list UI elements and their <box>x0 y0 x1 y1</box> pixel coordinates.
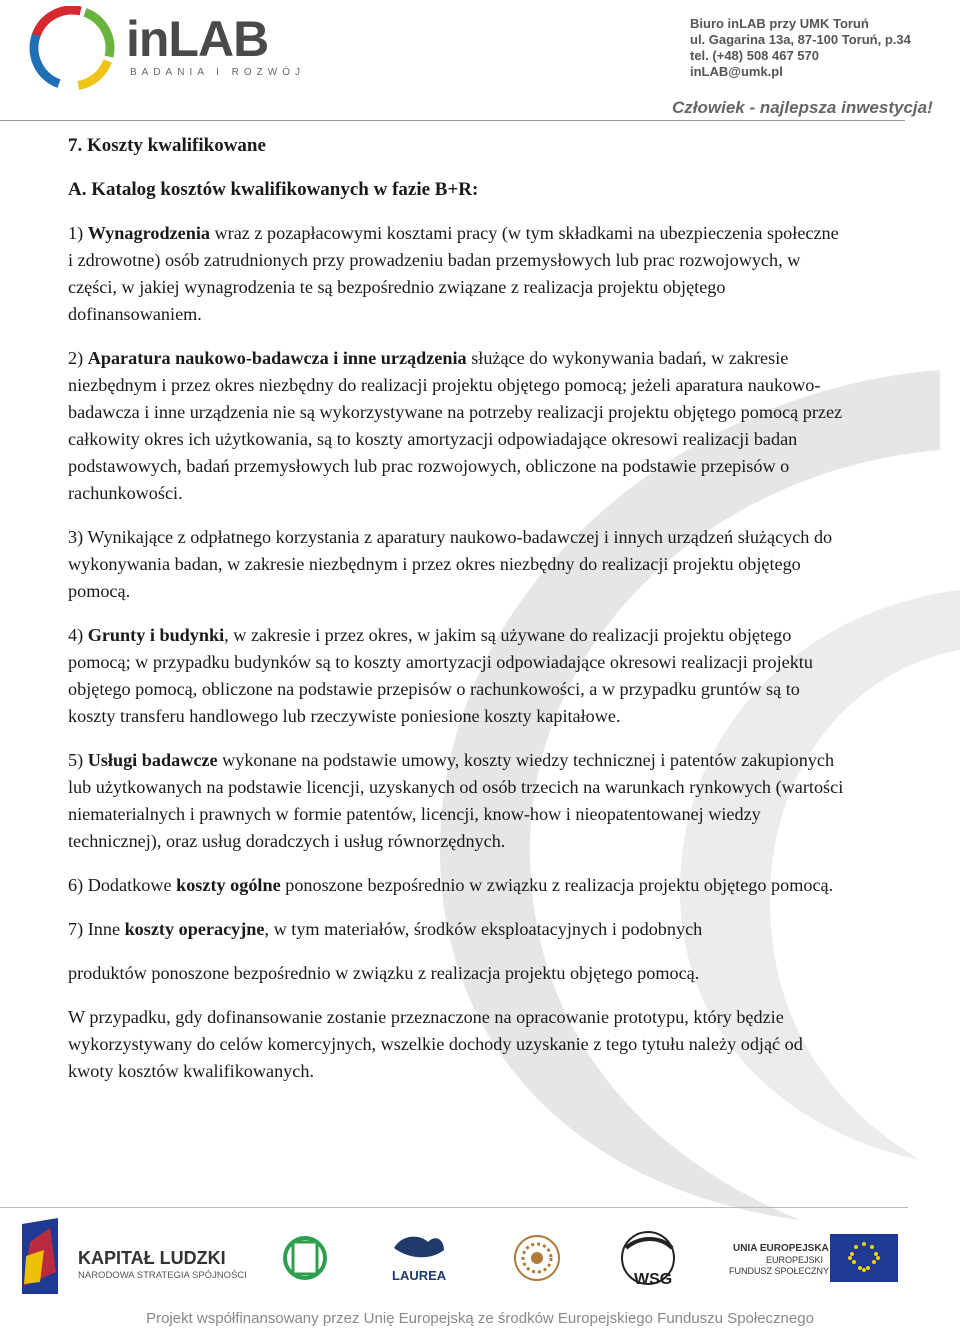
page-header <box>0 0 960 125</box>
kapital-ludzki-subtitle: NARODOWA STRATEGIA SPÓJNOŚCI <box>78 1270 247 1281</box>
eu-flag-icon <box>830 1234 898 1282</box>
eu-line-1: UNIA EUROPEJSKA <box>733 1243 829 1254</box>
section-title: 7. Koszty kwalifikowane <box>68 135 266 156</box>
wsg-label: WSG <box>634 1271 673 1288</box>
logo-wordmark: inLAB <box>126 11 269 67</box>
eu-line-3: FUNDUSZ SPOŁECZNY <box>729 1266 830 1276</box>
footer-logos <box>0 1212 960 1302</box>
cost-item-1-term: Wynagrodzenia <box>87 223 210 243</box>
contact-block <box>690 16 911 80</box>
footer-divider <box>0 1207 908 1208</box>
cost-item-3: 3) Wynikające z odpłatnego korzystania z aparatury naukowo-badawczej i innych urządzeń służących do wykonywania badan, w zakresie niezbędnym i przez okres niezbędny do realizacji projektu objętego pomocą. <box>68 527 833 601</box>
eu-logo <box>729 1234 898 1282</box>
document-body <box>68 130 848 1102</box>
cost-item-7-term: koszty operacyjne <box>124 919 265 939</box>
laurea-label: LAUREA <box>392 1268 447 1283</box>
logo-tagline: BADANIA I ROZWÓJ <box>130 67 306 78</box>
pte-emblem <box>285 1238 325 1278</box>
kapital-ludzki-logo <box>22 1218 247 1294</box>
kapital-ludzki-title: KAPITAŁ LUDZKI <box>78 1248 226 1268</box>
cost-item-4: 4) Grunty i budynki, w zakresie i przez okres, w jakim są używane do realizacji projektu objętego pomocą; w przypadku budynków są to koszty amortyzacji odpowiadające okresowi realizacji projektu objętego pomocą, obliczone na podstawie przepisów o rachunkowości, a w przypadku gruntów są to koszty transferu handlowego lub rzeczywiste poniesione koszty kapitałowe. <box>68 625 813 726</box>
cost-item-5-term: Usługi badawcze <box>87 750 218 770</box>
laurea-logo <box>392 1237 447 1283</box>
closing-paragraph: W przypadku, gdy dofinansowanie zostanie przeznaczone na opracowanie prototypu, który będzie wykorzystywany do celów komercyjnych, wszelkie dochody uzyskanie z tego tytułu należy odjąć od kwoty kosztów kwalifikowanych. <box>68 1007 803 1081</box>
eu-line-2: EUROPEJSKI <box>766 1255 824 1265</box>
cost-item-4-term: Grunty i budynki <box>87 625 225 645</box>
cost-item-2: 2) Aparatura naukowo-badawcza i inne urządzenia służące do wykonywania badań, w zakresie niezbędnym i przez okres niezbędny do realizacji projektu objętego pomocą; jeżeli aparatura naukowo-badawcza i inne urządzenia nie są wykorzystywane na potrzeby realizacji projektu objętego pomocą przez całkowity okres ich użytkowania, są to koszty amortyzacji odpowiadające okresowi realizacji badan podstawowych, badań przemysłowych lub prac rozwojowych, obliczone na podstawie przepisów o rachunkowości. <box>68 348 843 503</box>
cost-item-6-term: koszty ogólne <box>176 875 281 895</box>
contact-email[interactable]: inLAB@umk.pl <box>690 64 783 79</box>
header-divider <box>0 120 905 121</box>
cost-item-7: 7) Inne koszty operacyjne, w tym materiałów, środków eksploatacyjnych i podobnych <box>68 919 703 939</box>
catalog-title: A. Katalog kosztów kwalifikowanych w fazie B+R: <box>68 179 479 200</box>
wsg-logo <box>622 1232 674 1288</box>
university-seal <box>515 1236 559 1280</box>
contact-office: Biuro inLAB przy UMK Toruń <box>690 16 869 31</box>
cost-item-6: 6) Dodatkowe koszty ogólne ponoszone bezpośrednio w związku z realizacja projektu objętego pomocą. <box>68 875 834 895</box>
cost-item-1: 1) Wynagrodzenia wraz z pozapłacowymi kosztami pracy (w tym składkami na ubezpieczenia społeczne i zdrowotne) osób zatrudnionych przy prowadzeniu badan przemysłowych lub prac rozwojowych, w części, w jakiej wynagrodzenia te są bezpośrednio związane z realizacja projektu objętego dofinansowaniem. <box>68 223 839 324</box>
cost-item-7-continuation: produktów ponoszone bezpośrednio w związku z realizacja projektu objętego pomocą. <box>68 963 700 983</box>
funding-statement: Projekt współfinansowany przez Unię Europejską ze środków Europejskiego Funduszu Społecznego <box>146 1310 814 1327</box>
contact-phone: tel. (+48) 508 467 570 <box>690 48 820 63</box>
contact-address: ul. Gagarina 13a, 87-100 Toruń, p.34 <box>690 32 911 47</box>
cost-item-5: 5) Usługi badawcze wykonane na podstawie umowy, koszty wiedzy technicznej i patentów zakupionych lub użytkowanych na podstawie licencji, uzyskanych od osób trzecich na warunkach rynkowych (wartości niematerialnych i prawnych w formie patentów, licencji, know-how i nieopatentowanej wiedzy technicznej), oraz usług doradczych i usług równorzędnych. <box>68 750 844 851</box>
header-slogan: Człowiek - najlepsza inwestycja! <box>672 98 933 117</box>
inlab-logo-mark <box>28 6 116 90</box>
cost-item-2-term: Aparatura naukowo-badawcza i inne urządzenia <box>87 348 467 368</box>
